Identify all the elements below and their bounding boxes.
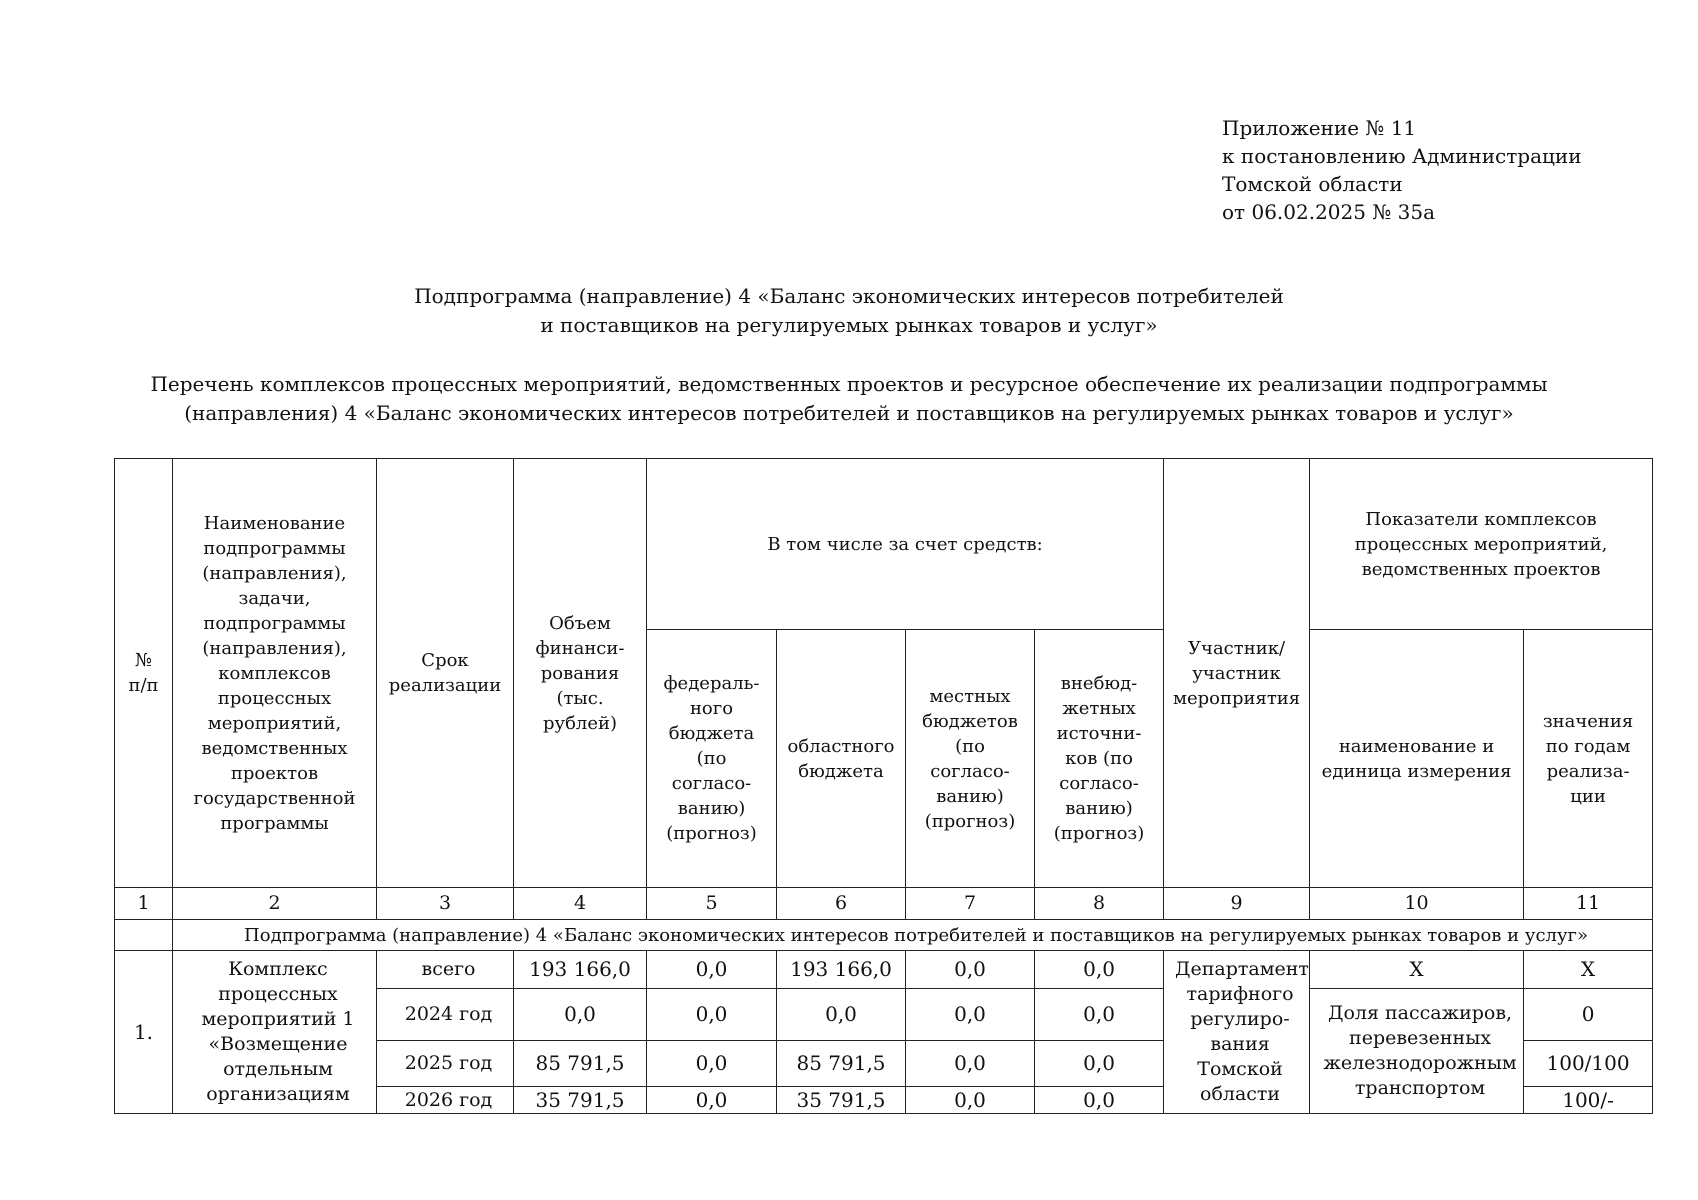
offbudget-cell: 0,0 bbox=[1035, 989, 1164, 1041]
term-cell: 2026 год bbox=[377, 1087, 514, 1114]
federal-cell: 0,0 bbox=[647, 989, 777, 1041]
volume-cell: 193 166,0 bbox=[514, 951, 647, 989]
section-num-cell bbox=[115, 920, 173, 951]
appendix-line: к постановлению Администрации bbox=[1222, 144, 1582, 168]
column-number: 3 bbox=[377, 888, 514, 920]
appendix-line: от 06.02.2025 № 35а bbox=[1222, 200, 1435, 224]
header-volume: Объем финанси- рования (тыс. рублей) bbox=[514, 459, 647, 888]
header-name: Наименование подпрограммы (направления), задачи, подпрограммы (направления), комплексов процессных мероприятий, ведомственных проектов государственной программы bbox=[173, 459, 377, 888]
local-cell: 0,0 bbox=[906, 1087, 1035, 1114]
column-number: 7 bbox=[906, 888, 1035, 920]
offbudget-cell: 0,0 bbox=[1035, 951, 1164, 989]
header-including: В том числе за счет средств: bbox=[647, 459, 1164, 630]
column-number: 2 bbox=[173, 888, 377, 920]
regional-cell: 85 791,5 bbox=[777, 1041, 906, 1087]
header-indicator-name: наименование и единица измерения bbox=[1310, 630, 1524, 888]
column-number: 11 bbox=[1524, 888, 1653, 920]
indicator-value-cell: 100/- bbox=[1524, 1087, 1653, 1114]
item-name: Комплекс процессных мероприятий 1 «Возмещение отдельным организациям bbox=[173, 951, 377, 1114]
header-indicators: Показатели комплексов процессных мероприятий, ведомственных проектов bbox=[1310, 459, 1653, 630]
column-number: 8 bbox=[1035, 888, 1164, 920]
indicator-name: Доля пассажиров, перевезенных железнодорожным транспортом bbox=[1310, 989, 1524, 1114]
volume-cell: 85 791,5 bbox=[514, 1041, 647, 1087]
header-federal: федераль- ного бюджета (по согласо- ванию) (прогноз) bbox=[647, 630, 777, 888]
table-row bbox=[115, 951, 1653, 989]
header-offbudget: внебюд- жетных источни- ков (по согласо- ванию) (прогноз) bbox=[1035, 630, 1164, 888]
header-row bbox=[115, 459, 1653, 630]
regional-cell: 35 791,5 bbox=[777, 1087, 906, 1114]
appendix-block bbox=[1222, 114, 1582, 226]
column-number: 9 bbox=[1164, 888, 1310, 920]
offbudget-cell: 0,0 bbox=[1035, 1041, 1164, 1087]
appendix-line: Приложение № 11 bbox=[1222, 116, 1417, 140]
local-cell: 0,0 bbox=[906, 1041, 1035, 1087]
local-cell: 0,0 bbox=[906, 951, 1035, 989]
indicator-value-cell: 100/100 bbox=[1524, 1041, 1653, 1087]
federal-cell: 0,0 bbox=[647, 1087, 777, 1114]
section-row bbox=[115, 920, 1653, 951]
section-title: Подпрограмма (направление) 4 «Баланс экономических интересов потребителей и поставщиков на регулируемых рынках товаров и услуг» bbox=[173, 920, 1653, 951]
column-number: 1 bbox=[115, 888, 173, 920]
header-indicator-values: значения по годам реализа- ции bbox=[1524, 630, 1653, 888]
column-number: 4 bbox=[514, 888, 647, 920]
appendix-line: Томской области bbox=[1222, 172, 1403, 196]
federal-cell: 0,0 bbox=[647, 1041, 777, 1087]
heading-line: и поставщиков на регулируемых рынках товаров и услуг» bbox=[540, 313, 1158, 337]
local-cell: 0,0 bbox=[906, 989, 1035, 1041]
header-num: № п/п bbox=[115, 459, 173, 888]
column-number: 6 bbox=[777, 888, 906, 920]
column-number: 10 bbox=[1310, 888, 1524, 920]
indicator-name-cell: X bbox=[1310, 951, 1524, 989]
item-participant: Департамент тарифного регулиро- вания Томской области bbox=[1164, 951, 1310, 1114]
federal-cell: 0,0 bbox=[647, 951, 777, 989]
item-num: 1. bbox=[115, 951, 173, 1114]
term-cell: 2024 год bbox=[377, 989, 514, 1041]
column-number: 5 bbox=[647, 888, 777, 920]
regional-cell: 0,0 bbox=[777, 989, 906, 1041]
header-term: Срок реализации bbox=[377, 459, 514, 888]
heading-line: Подпрограмма (направление) 4 «Баланс экономических интересов потребителей bbox=[414, 284, 1284, 308]
offbudget-cell: 0,0 bbox=[1035, 1087, 1164, 1114]
subprogram-heading bbox=[0, 282, 1698, 340]
volume-cell: 0,0 bbox=[514, 989, 647, 1041]
header-regional: областного бюджета bbox=[777, 630, 906, 888]
term-cell: всего bbox=[377, 951, 514, 989]
subheading-line: Перечень комплексов процессных мероприятий, ведомственных проектов и ресурсное обеспечение их реализации подпрограммы bbox=[150, 372, 1548, 396]
indicator-value-cell: X bbox=[1524, 951, 1653, 989]
indicator-value-cell: 0 bbox=[1524, 989, 1653, 1041]
volume-cell: 35 791,5 bbox=[514, 1087, 647, 1114]
header-participant: Участник/ участник мероприятия bbox=[1164, 459, 1310, 888]
term-cell: 2025 год bbox=[377, 1041, 514, 1087]
header-local: местных бюджетов (по согласо- ванию) (прогноз) bbox=[906, 630, 1035, 888]
subheading-line: (направления) 4 «Баланс экономических интересов потребителей и поставщиков на регулируемых рынках товаров и услуг» bbox=[184, 401, 1514, 425]
list-heading bbox=[0, 370, 1698, 428]
resource-table bbox=[114, 458, 1653, 1114]
regional-cell: 193 166,0 bbox=[777, 951, 906, 989]
column-number-row bbox=[115, 888, 1653, 920]
